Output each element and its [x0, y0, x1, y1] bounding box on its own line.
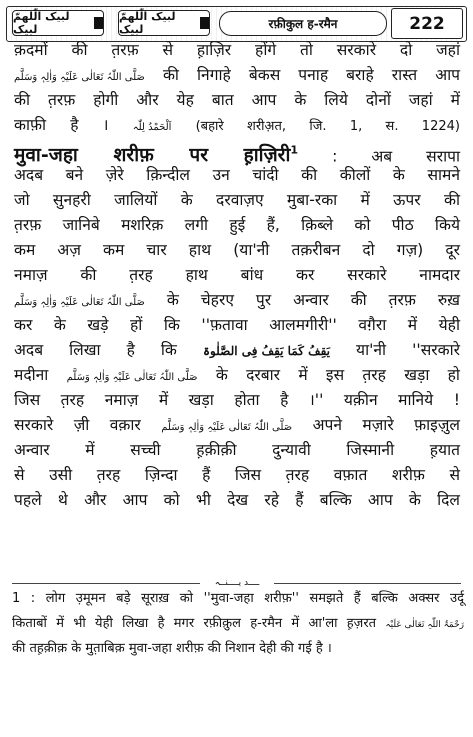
- salawat-glyph: صَلَّی اللّٰہُ تَعَالٰی عَلَیْہِ وَاٰلِہٖ وَسَلَّم: [14, 297, 145, 308]
- text-line: अन्वार में सच्ची ह़क़ीक़ी दुन्यावी जिस्मानी ह़यात: [14, 441, 460, 459]
- text-line: त़रफ़ जानिबे मशरिक़ लगी हुई हैं, क़िब्ले को पीठ किये: [14, 216, 460, 234]
- footnote: [12, 586, 464, 661]
- header-badge-left-text: لبیک الّلھمّ لبیک: [13, 10, 70, 36]
- salawat-glyph: صَلَّی اللّٰہُ تَعَالٰی عَلَیْہِ وَاٰلِہٖ وَسَلَّم: [14, 72, 145, 83]
- page-number: 222: [391, 8, 463, 39]
- alhamdulillah-glyph: اَلْحَمْدُ لِلّٰہ: [132, 122, 172, 133]
- kaaba-icon: [94, 17, 103, 29]
- arabic-quote: یَقِفُ کَمَا یَقِفُ فِی الصَّلٰوۃ: [202, 344, 330, 358]
- text-line: صَلَّی اللّٰہُ تَعَالٰی عَلَیْہِ وَاٰلِہٖ وَسَلَّم के चेहरए पुर अन्वार की त़रफ़ रुख़: [14, 288, 460, 313]
- text-line: की त़रफ़ होगी और येह बात आप के लिये दोनों जहां में: [14, 91, 460, 109]
- book-title: रफ़ीकुल ह-रमैन: [219, 11, 387, 36]
- text-line: कम अज़ कम चार हाथ (या'नी तक़रीबन दो गज़) दूर: [14, 241, 460, 259]
- text-line: क़दमों की त़रफ़ से ह़ाज़िर होंगे तो सरकारे दो जहां: [14, 41, 460, 59]
- text-line: से उसी त़रह ज़िन्दा हैं जिस त़रह वफ़ात शरीफ़ से: [14, 466, 460, 484]
- text-line: अदब बने ज़ेरे क़िन्दील उन चांदी की कीलों के सामने: [14, 166, 460, 184]
- footnote-line: 1 : लोग उ़मूमन बड़े सूराख़ को ''मुवा-जहा शरीफ़'' समझते हैं बल्कि अक्सर उर्दू: [12, 591, 464, 606]
- footnote-line: किताबों में भी येही लिखा है मगर रफ़ीक़ुल ह-रमैन में आ'ला ह़ज़रत رَحْمَۃُ اللّٰہِ تَعَالٰی عَلَیْہ: [12, 611, 464, 636]
- body-text: [14, 38, 460, 513]
- header-badge-middle: [118, 10, 210, 36]
- header-badge-left: [12, 10, 104, 36]
- header-badge-middle-text: لبیک الّلھمّ لبیک: [119, 10, 176, 36]
- text-line: जिस त़रह नमाज़ में खड़ा होता है ।'' यक़ीन मानिये !: [14, 391, 460, 409]
- divider-ornament: ــــد یــــنــہ: [200, 576, 274, 590]
- page-header: [6, 6, 467, 42]
- text-line: अदब लिखा है कि یَقِفُ کَمَا یَقِفُ فِی الصَّلٰوۃ या'नी ''सरकारे: [14, 338, 460, 363]
- text-line: पहले थे और आप को भी देख रहे हैं बल्कि आप के दिल: [14, 491, 460, 509]
- text-line: नमाज़ की त़रह हाथ बांध कर सरकारे नामदार: [14, 266, 460, 284]
- text-line: मदीना صَلَّی اللّٰہُ تَعَالٰی عَلَیْہِ وَاٰلِہٖ وَسَلَّم के दरबार में इस त़रह खड़ा हो: [14, 363, 460, 388]
- text-line: मुवा-जहा शरीफ़ पर ह़ाज़िरी$^1$ : अब सरापा: [14, 144, 461, 167]
- text-line: सरकारे ज़ी वक़ार صَلَّی اللّٰہُ تَعَالٰی عَلَیْہِ وَاٰلِہٖ وَسَلَّم अपने मज़ारे फ़ाइज़ुल: [14, 413, 460, 438]
- kaaba-icon: [200, 17, 209, 29]
- citation: (बहारे शरीअ़त, जि. 1, स. 1224): [195, 119, 460, 134]
- section-heading: मुवा-जहा शरीफ़ पर ह़ाज़िरी$^1$: [14, 144, 299, 167]
- footnote-marker: 1: [290, 144, 299, 157]
- text-line: صَلَّی اللّٰہُ تَعَالٰی عَلَیْہِ وَاٰلِہٖ وَسَلَّم की निगाहे बेकस पनाह बराहे रास्त आप: [14, 63, 460, 88]
- rahmatullah-glyph: رَحْمَۃُ اللّٰہِ تَعَالٰی عَلَیْہ: [385, 620, 464, 630]
- salawat-glyph: صَلَّی اللّٰہُ تَعَالٰی عَلَیْہِ وَاٰلِہٖ وَسَلَّم: [66, 372, 198, 383]
- text-line: जो सुनहरी जालियों के दरवाज़ए मुबा-रका में ऊपर की: [14, 191, 460, 209]
- text-line: काफ़ी है । اَلْحَمْدُ لِلّٰہ (बहारे शरीअ़त, जि. 1, स. 1224): [14, 113, 460, 138]
- text-line: कर के खड़े हों कि ''फ़तावा आलमगीरी'' वग़ैरा में येही: [14, 316, 460, 334]
- salawat-glyph: صَلَّی اللّٰہُ تَعَالٰی عَلَیْہِ وَاٰلِہٖ وَسَلَّم: [161, 422, 293, 433]
- footnote-line: की तह़क़ीक़ के मुत़ाबिक़ मुवा-जहा शरीफ़ की निशान देही की गई है ।: [12, 641, 332, 656]
